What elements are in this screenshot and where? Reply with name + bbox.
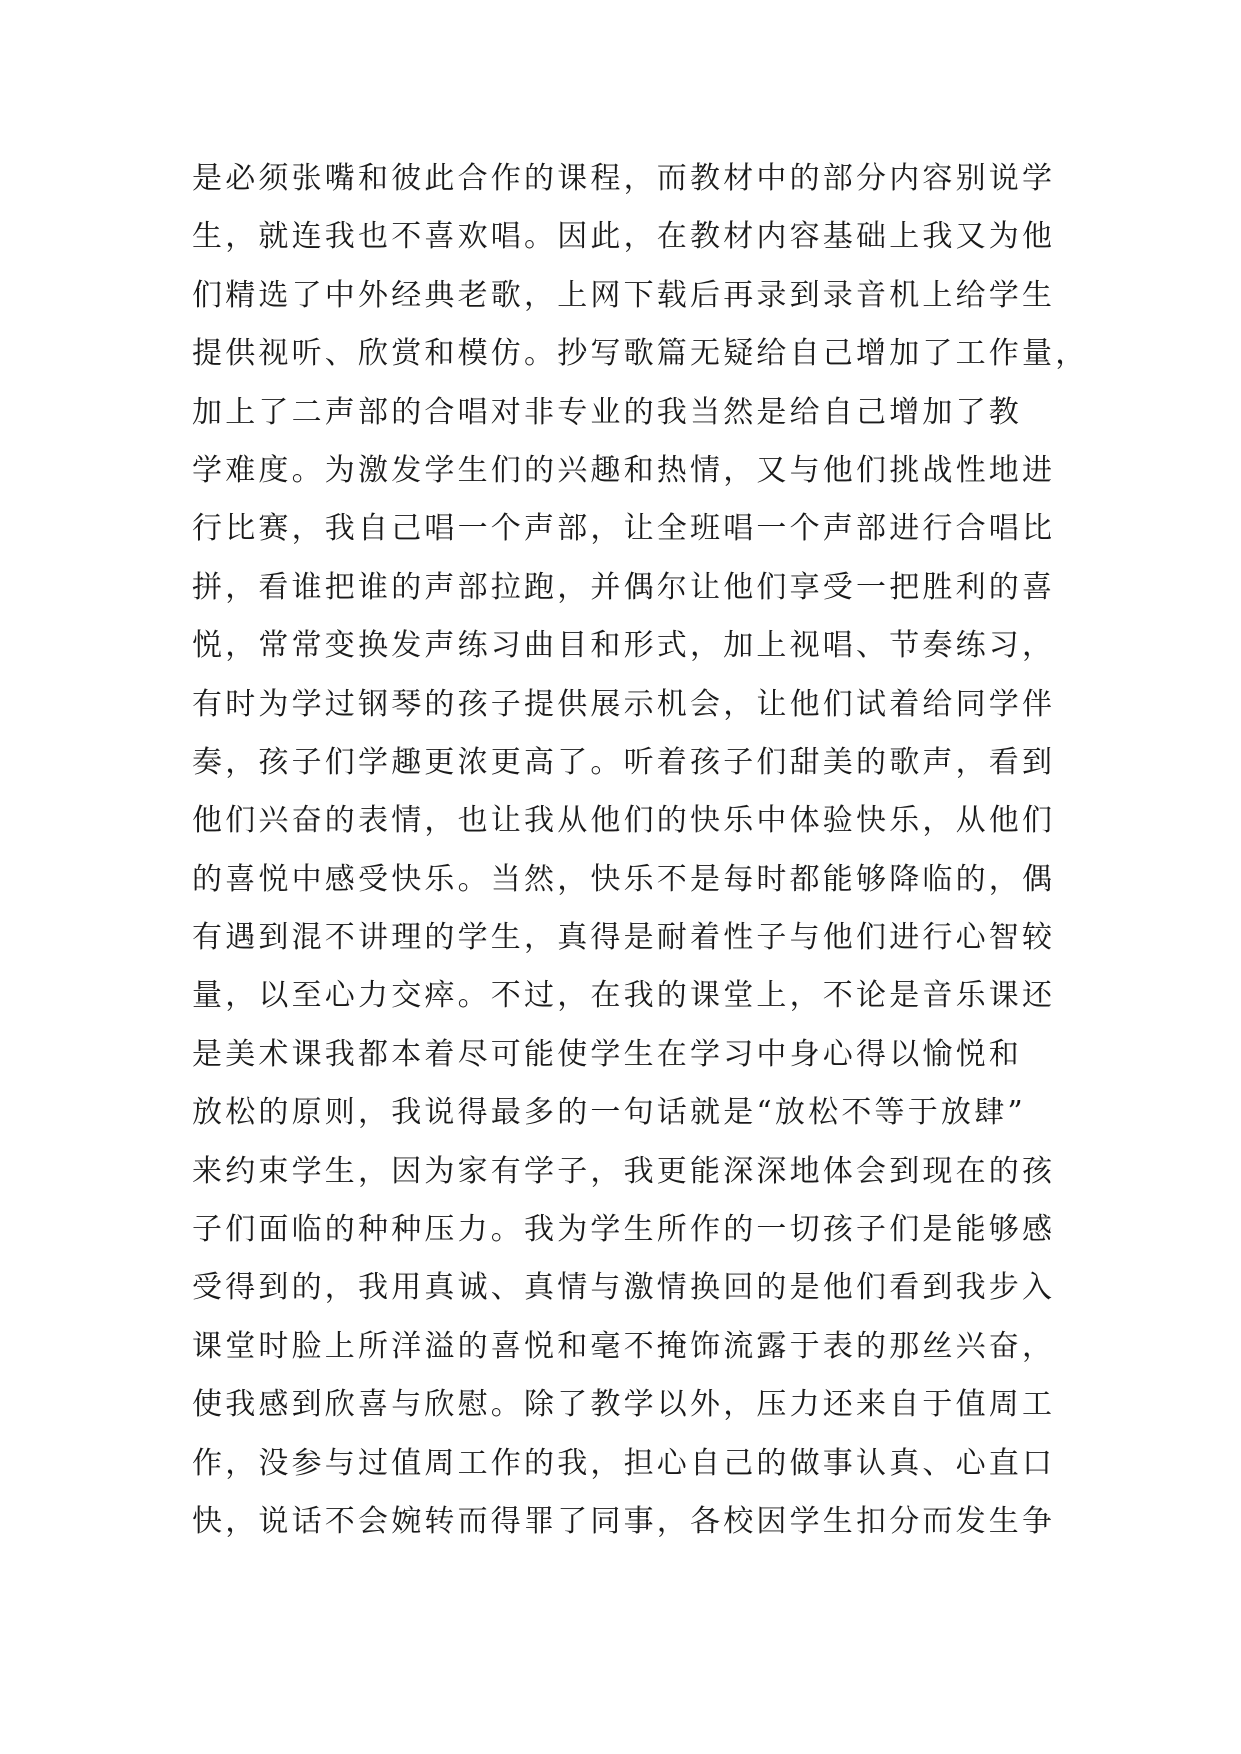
text-line: 有遇到混不讲理的学生，真得是耐着性子与他们进行心智较	[192, 920, 1056, 956]
body-text	[192, 159, 1089, 1560]
text-line: 奏，孩子们学趣更浓更高了。听着孩子们甜美的歌声，看到	[192, 744, 1056, 780]
text-line: 拼，看谁把谁的声部拉跑，并偶尔让他们享受一把胜利的喜	[192, 569, 1056, 605]
text-line: 受得到的，我用真诚、真情与激情换回的是他们看到我步入	[192, 1270, 1056, 1306]
text-line: 来约束学生，因为家有学子，我更能深深地体会到现在的孩	[192, 1153, 1056, 1189]
text-line: 使我感到欣喜与欣慰。除了教学以外，压力还来自于值周工	[192, 1387, 1056, 1423]
text-line: 量，以至心力交瘁。不过，在我的课堂上，不论是音乐课还	[192, 978, 1056, 1014]
text-line: 课堂时脸上所洋溢的喜悦和毫不掩饰流露于表的那丝兴奋，	[192, 1328, 1056, 1364]
text-line: 悦，常常变换发声练习曲目和形式，加上视唱、节奏练习，	[192, 628, 1056, 664]
text-line: 是美术课我都本着尽可能使学生在学习中身心得以愉悦和	[192, 1036, 1022, 1072]
text-line: 他们兴奋的表情，也让我从他们的快乐中体验快乐，从他们	[192, 803, 1056, 839]
text-line: 们精选了中外经典老歌，上网下载后再录到录音机上给学生	[192, 277, 1056, 313]
text-line: 学难度。为激发学生们的兴趣和热情，又与他们挑战性地进	[192, 452, 1056, 488]
text-line: 快，说话不会婉转而得罪了同事，各校因学生扣分而发生争	[192, 1503, 1056, 1539]
text-line: 生，就连我也不喜欢唱。因此，在教材内容基础上我又为他	[192, 219, 1056, 255]
text-line: 子们面临的种种压力。我为学生所作的一切孩子们是能够感	[192, 1212, 1056, 1248]
text-line: 作，没参与过值周工作的我，担心自己的做事认真、心直口	[192, 1445, 1056, 1481]
text-line: 是必须张嘴和彼此合作的课程，而教材中的部分内容别说学	[192, 161, 1056, 196]
text-line: 提供视听、欣赏和模仿。抄写歌篇无疑给自己增加了工作量，	[192, 336, 1089, 372]
text-line: 的喜悦中感受快乐。当然，快乐不是每时都能够降临的，偶	[192, 861, 1056, 897]
text-line: 有时为学过钢琴的孩子提供展示机会，让他们试着给同学伴	[192, 686, 1056, 722]
text-line: 放松的原则，我说得最多的一句话就是“放松不等于放肆”	[192, 1095, 1026, 1131]
text-line: 行比赛，我自己唱一个声部，让全班唱一个声部进行合唱比	[192, 511, 1056, 547]
text-line: 加上了二声部的合唱对非专业的我当然是给自己增加了教	[192, 394, 1022, 430]
